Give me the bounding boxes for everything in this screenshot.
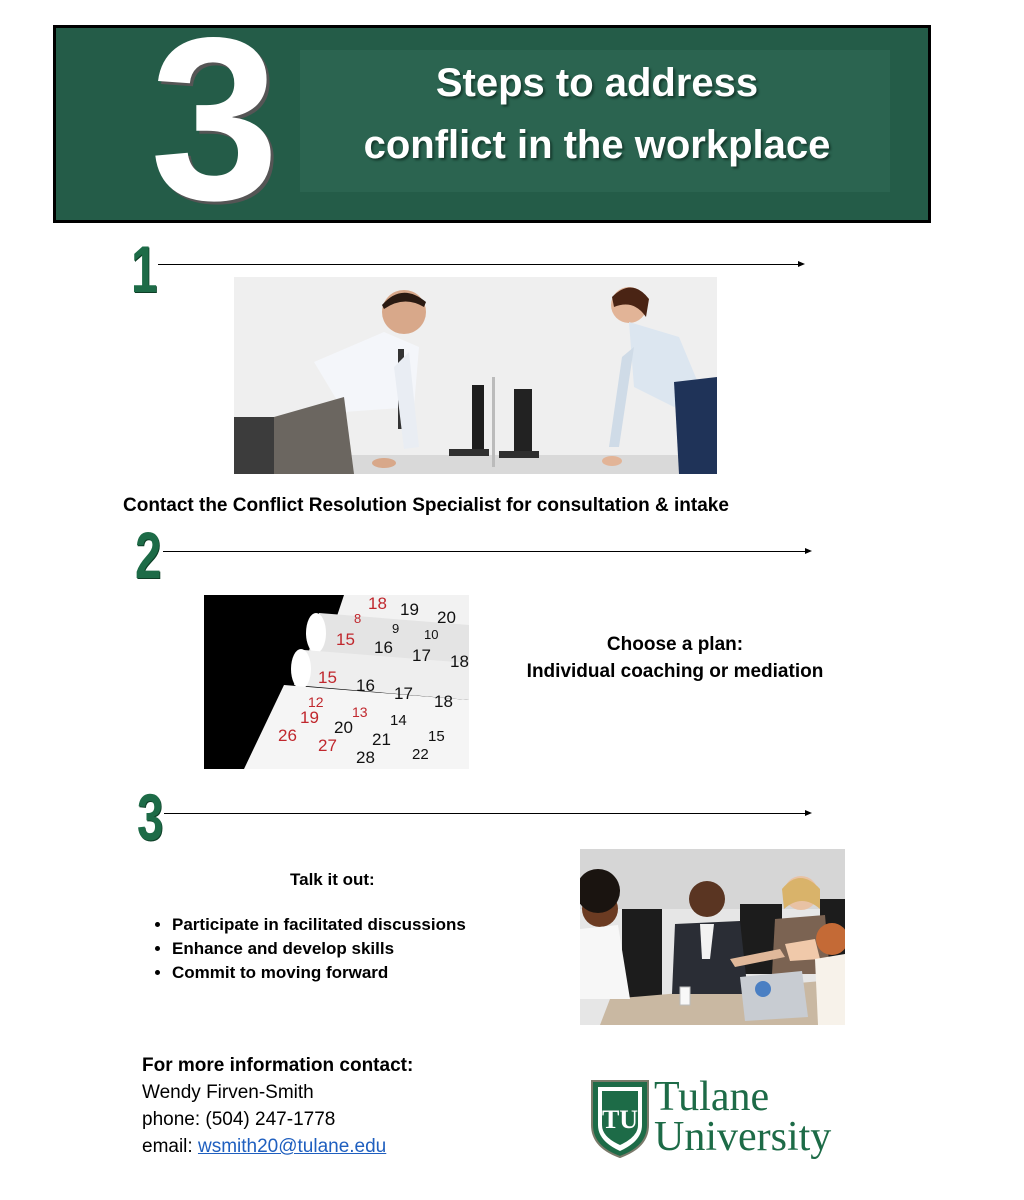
calendar-number: 10 bbox=[424, 627, 439, 642]
calendar-number: 18 bbox=[368, 595, 387, 613]
list-item: • Enhance and develop skills bbox=[172, 937, 562, 961]
calendar-number: 15 bbox=[318, 668, 337, 687]
step-1-arrow-line bbox=[158, 264, 800, 265]
email-label: email: bbox=[142, 1136, 193, 1157]
step-3-meeting-photo bbox=[580, 849, 845, 1025]
calendar-number: 16 bbox=[374, 638, 393, 657]
calendar-number: 27 bbox=[318, 736, 337, 755]
phone-label: phone: bbox=[142, 1109, 201, 1130]
contact-name: Wendy Firven-Smith bbox=[142, 1082, 314, 1103]
shield-monogram: TU bbox=[601, 1105, 639, 1134]
calendar-number: 20 bbox=[334, 718, 353, 737]
step-1-caption: Contact the Conflict Resolution Specialist for consultation & intake bbox=[123, 495, 729, 516]
calendar-number: 14 bbox=[390, 712, 407, 729]
calendar-number: 18 bbox=[434, 692, 453, 711]
email-link[interactable]: wsmith20@tulane.edu bbox=[197, 1136, 387, 1157]
calendar-pages-illustration bbox=[204, 595, 469, 769]
calendar-number: 13 bbox=[352, 704, 368, 720]
list-item: • Commit to moving forward bbox=[172, 961, 562, 985]
contact-email-row bbox=[142, 1133, 562, 1160]
step-2-caption bbox=[490, 631, 860, 685]
calendar-number: 17 bbox=[394, 684, 413, 703]
step-2-number: 2 bbox=[135, 518, 162, 592]
tulane-logo bbox=[590, 1074, 840, 1167]
calendar-number: 8 bbox=[354, 611, 362, 626]
step-2-arrow-line bbox=[163, 551, 807, 552]
calendar-number: 28 bbox=[356, 748, 375, 767]
calendar-number: 26 bbox=[278, 726, 297, 745]
contact-block bbox=[142, 1052, 562, 1160]
step-3-number: 3 bbox=[137, 780, 164, 854]
calendar-number: 16 bbox=[356, 676, 375, 695]
step-2-arrowhead bbox=[805, 548, 812, 554]
phone-number: (504) 247-1778 bbox=[205, 1109, 336, 1130]
shield-icon bbox=[590, 1079, 650, 1159]
conflict-photo-illustration bbox=[234, 277, 717, 474]
list-item: • Participate in facilitated discussions bbox=[172, 913, 562, 937]
calendar-number: 15 bbox=[428, 728, 445, 745]
contact-phone-row bbox=[142, 1106, 562, 1133]
logo-line-2: University bbox=[654, 1114, 832, 1160]
title-line-1: Steps to address bbox=[435, 61, 759, 105]
logo-wordmark bbox=[654, 1074, 832, 1160]
calendar-number: 15 bbox=[336, 630, 355, 649]
header-big-number: 3 bbox=[150, 0, 276, 249]
step-1-number: 1 bbox=[131, 232, 158, 306]
calendar-number: 21 bbox=[372, 730, 391, 749]
step-1-arrowhead bbox=[798, 261, 805, 267]
logo-line-1: Tulane bbox=[654, 1074, 770, 1120]
step-3-arrowhead bbox=[805, 810, 812, 816]
contact-heading: For more information contact: bbox=[142, 1055, 414, 1076]
calendar-number: 12 bbox=[308, 694, 324, 710]
title-line-2: conflict in the workplace bbox=[363, 123, 831, 167]
step-3-arrow-line bbox=[164, 813, 807, 814]
step-1-photo bbox=[234, 277, 717, 474]
calendar-number: 22 bbox=[412, 746, 429, 763]
step-2-caption-line-1: Choose a plan: bbox=[606, 634, 744, 655]
calendar-number: 18 bbox=[450, 652, 469, 671]
calendar-number: 19 bbox=[400, 600, 419, 619]
calendar-number: 19 bbox=[300, 708, 319, 727]
calendar-number: 17 bbox=[412, 646, 431, 665]
page-title bbox=[300, 52, 894, 176]
calendar-number: 20 bbox=[437, 608, 456, 627]
step-2-caption-line-2: Individual coaching or mediation bbox=[526, 661, 824, 682]
meeting-photo-illustration bbox=[580, 849, 845, 1025]
step-3-heading: Talk it out: bbox=[290, 870, 375, 889]
calendar-number: 9 bbox=[392, 621, 400, 636]
step-3-bullet-list bbox=[142, 913, 562, 985]
step-2-calendar-photo bbox=[204, 595, 469, 769]
